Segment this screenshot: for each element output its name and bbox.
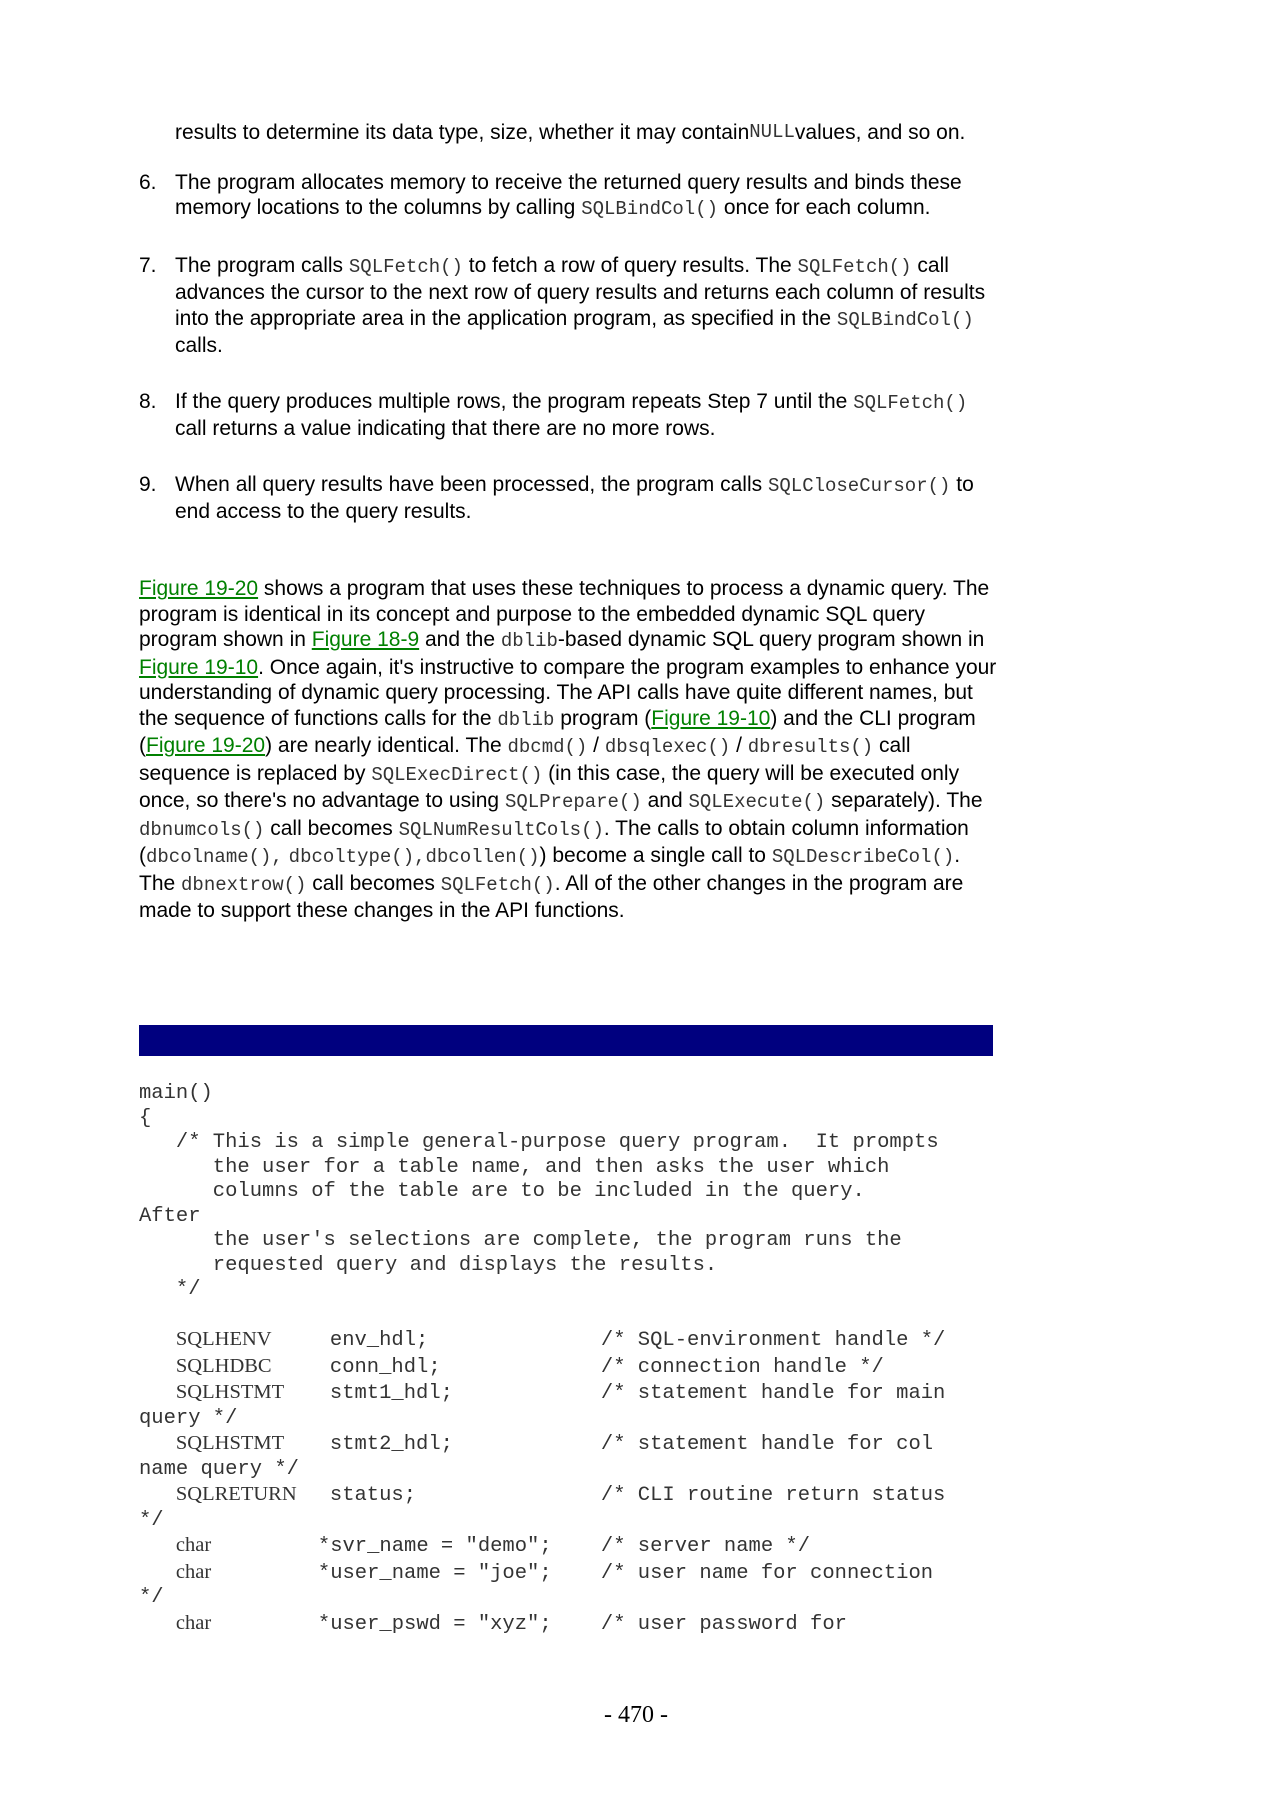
decl-line: SQLHENV env_hdl; /* SQL-environment handle */ [175, 1328, 946, 1352]
figure-link[interactable]: Figure 19-10 [651, 706, 771, 730]
decl-line: char *svr_name = "demo"; /* server name */ [175, 1534, 811, 1558]
figure-header-band [139, 1025, 993, 1056]
body-paragraph: Figure 19-20 shows a program that uses these techniques to process a dynamic query. The program is identical in its concept and purpose to the embedded dynamic SQL query program shown in Figure 18-9 and the dblib-based dynamic SQL query program shown in Figure 19-10. Once again, it's instructive to compare the program examples to enhance your understanding of dynamic query processing. The API calls have quite different names, but the sequence of functions calls for the dblib program (Figure 19-10) and the CLI program (Figure 19-20) are nearly identical. The dbcmd() / dbsqlexec() / dbresults() call sequence is replaced by SQLExecDirect() (in this case, the query will be executed only once, so there's no advantage to using SQLPrepare() and SQLExecute() separately). The dbnumcols() call becomes SQLNumResultCols(). The calls to obtain column information (dbcolname(), dbcoltype(),dbcollen()) become a single call to SQLDescribeCol(). The dbnextrow() call becomes SQLFetch(). All of the other changes in the program are made to support these changes in the API functions. [139, 577, 997, 922]
code-listing: main() { /* This is a simple general-purpose query program. It prompts the user for a table name, and then asks the user which columns of the table are to be included in the query. After the user's selections are complete, the program runs the requested query and displays the results. */ SQLHENV env_hdl; /* SQL-environment handle */ SQLHDBC conn_hdl; /* connection handle */ SQLHSTMT stmt1_hdl; /* statement handle for main query */ SQLHSTMT stmt2_hdl; /* statement handle for col name query */ SQLRETURN status; /* CLI routine return status */ char *svr_name = "demo"; /* server name */ char *user_name = "joe"; /* user name for connection */ char *user_pswd = "xyz"; /* user password for [139, 1082, 946, 1636]
step-6: 6. The program allocates memory to receive the returned query results and binds these memory locations to the columns by calling SQLBindCol() once for each column. [139, 170, 962, 220]
numbered-steps [139, 120, 999, 555]
decl-line: SQLRETURN status; /* CLI routine return status [175, 1483, 946, 1507]
page-number: - 470 - [604, 1702, 668, 1728]
decl-line: SQLHSTMT stmt2_hdl; /* statement handle for col [175, 1432, 934, 1456]
decl-line: char *user_pswd = "xyz"; /* user password for [175, 1611, 847, 1636]
figure-link[interactable]: Figure 19-20 [146, 734, 266, 757]
decl-line: char *user_name = "joe"; /* user name for connection [175, 1560, 934, 1585]
step-8: 8. If the query produces multiple rows, the program repeats Step 7 until the SQLFetch() call returns a value indicating that there are no more rows. [139, 389, 968, 440]
figure-link[interactable]: Figure 19-20 [139, 577, 259, 600]
step-5-continuation: results to determine its data type, size, whether it may contain NULL values, and so on. [175, 121, 966, 144]
figure-link[interactable]: Figure 18-9 [311, 628, 420, 651]
decl-line: SQLHSTMT stmt1_hdl; /* statement handle for main [175, 1381, 946, 1405]
decl-line: SQLHDBC conn_hdl; /* connection handle */ [175, 1354, 884, 1379]
figure-link[interactable]: Figure 19-10 [139, 655, 259, 679]
step-7: 7. The program calls SQLFetch() to fetch a row of query results. The SQLFetch() call advances the cursor to the next row of query results and returns each column of results into the appropriate area in the application program, as specified in the SQLBindCol() calls. [139, 253, 986, 357]
step-9: 9. When all query results have been processed, the program calls SQLCloseCursor() to end access to the query results. [139, 472, 974, 523]
